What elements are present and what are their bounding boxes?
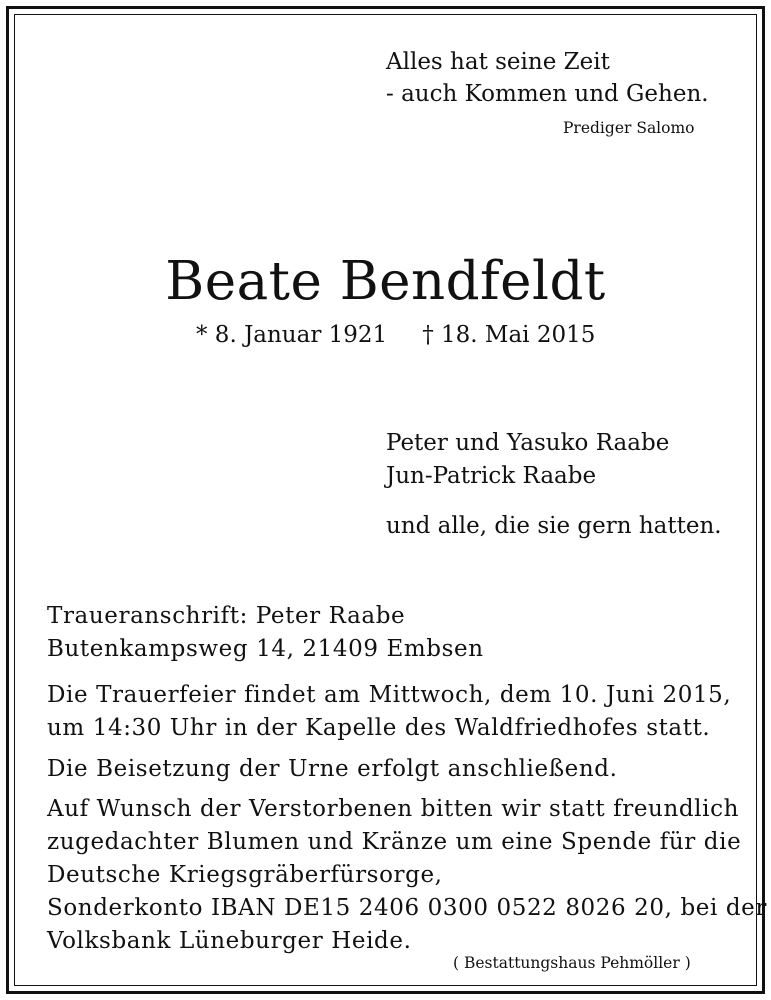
motto-line-1: Alles hat seine Zeit (386, 49, 610, 75)
motto-line-2: - auch Kommen und Gehen. (386, 81, 709, 107)
mourning-address (47, 600, 484, 666)
donation-line-5: Volksbank Lüneburger Heide. (47, 928, 412, 954)
ceremony-notice (47, 679, 731, 745)
birth-date: * 8. Januar 1921 (196, 322, 388, 348)
mourner-line-2: Jun-Patrick Raabe (386, 463, 597, 489)
donation-line-3: Deutsche Kriegsgräberfürsorge, (47, 862, 443, 888)
life-dates (196, 322, 595, 348)
ceremony-line-1: Die Trauerfeier findet am Mittwoch, dem 10. Juni 2015, (47, 682, 732, 708)
donation-line-1: Auf Wunsch der Verstorbenen bitten wir statt freundlich (47, 796, 739, 822)
deceased-name: Beate Bendfeldt (165, 251, 606, 312)
donation-line-4: Sonderkonto IBAN DE15 2406 0300 0522 8026 20, bei der (47, 895, 767, 921)
mourner-others: und alle, die sie gern hatten. (386, 513, 722, 539)
motto-source: Prediger Salomo (563, 119, 695, 137)
donation-request (47, 793, 767, 958)
address-line-2: Butenkampsweg 14, 21409 Embsen (47, 636, 484, 662)
burial-notice: Die Beisetzung der Urne erfolgt anschließend. (47, 756, 618, 782)
ceremony-line-2: um 14:30 Uhr in der Kapelle des Waldfriedhofes statt. (47, 715, 711, 741)
death-date: † 18. Mai 2015 (422, 322, 596, 348)
motto-quote (386, 46, 709, 110)
address-line-1: Traueranschrift: Peter Raabe (47, 603, 406, 629)
mourners (386, 427, 722, 543)
funeral-home: ( Bestattungshaus Pehmöller ) (453, 954, 691, 972)
mourner-line-1: Peter und Yasuko Raabe (386, 430, 670, 456)
donation-line-2: zugedachter Blumen und Kränze um eine Spende für die (47, 829, 742, 855)
